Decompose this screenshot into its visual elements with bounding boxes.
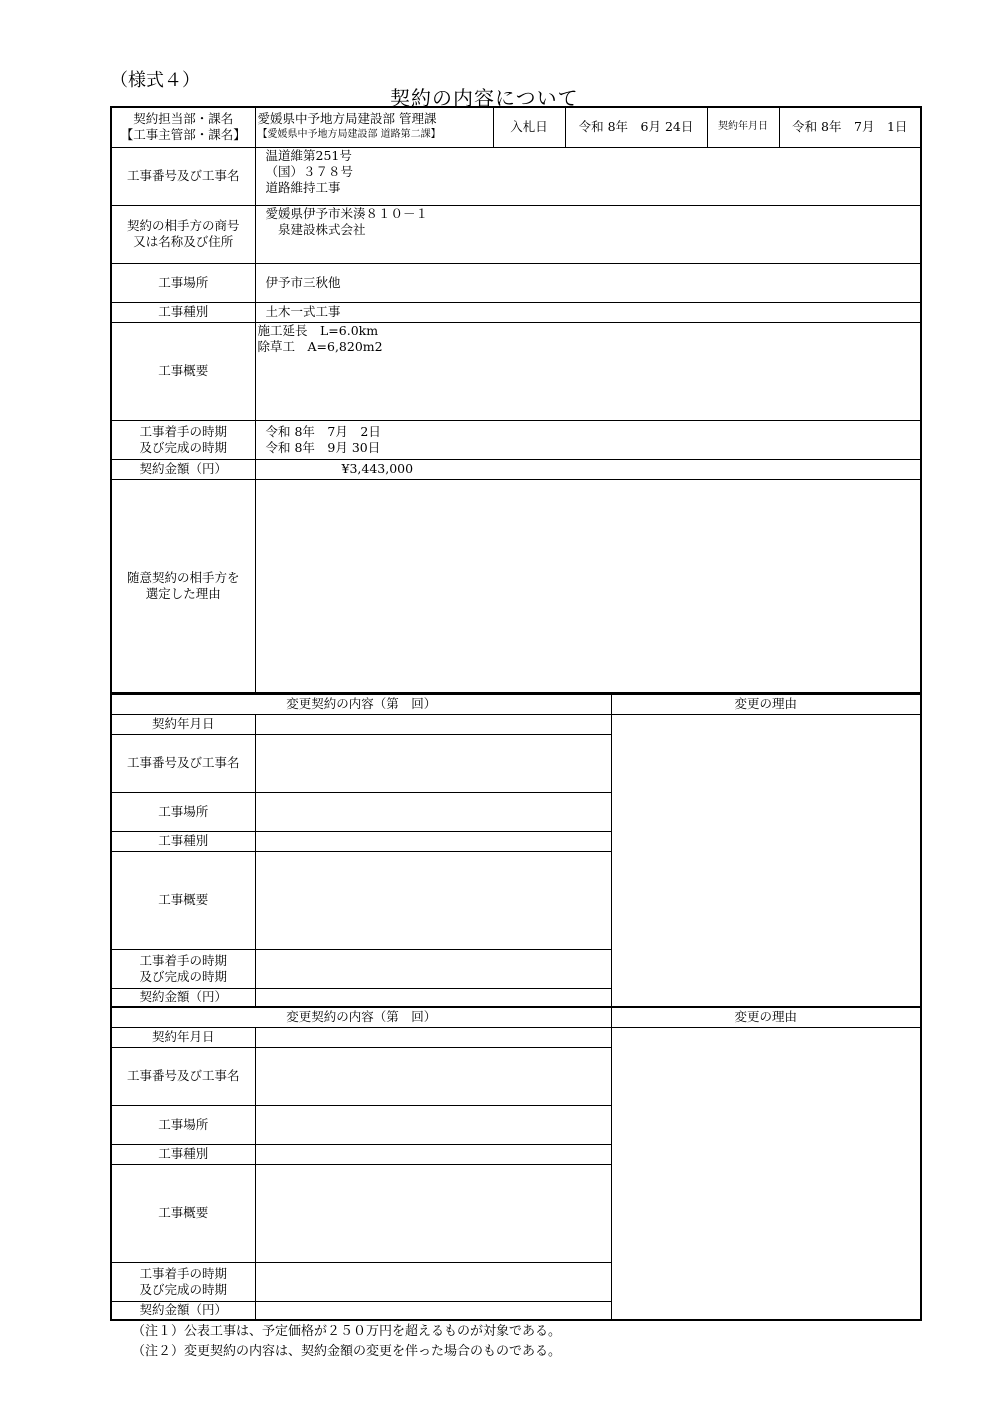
amount-value: ¥3,443,000: [255, 459, 921, 479]
work-no-value: 温道維第251号 （国）３７８号 道路維持工事: [255, 147, 921, 205]
change-location-value: [255, 1105, 611, 1144]
footnote-1: （注１）公表工事は、予定価格が２５０万円を超えるものが対象である。: [132, 1324, 562, 1339]
change-contract-date-value: [255, 1027, 611, 1047]
contract-main-table: [110, 106, 922, 694]
change-amount-value: [255, 988, 611, 1007]
summary-value: 施工延長 L=6.0km 除草工 A=6,820m2: [255, 322, 921, 420]
change-contract-table-1: [110, 693, 922, 1008]
change-reason-value: [611, 1027, 921, 1320]
change-type-value: [255, 831, 611, 851]
change-summary-label: 工事概要: [111, 1164, 255, 1262]
dept-label: 契約担当部・課名 【工事主管部・課名】: [111, 107, 255, 147]
change-amount-label: 契約金額（円）: [111, 988, 255, 1007]
change-work-no-label: 工事番号及び工事名: [111, 1047, 255, 1105]
change-summary-value: [255, 1164, 611, 1262]
change-type-label: 工事種別: [111, 1144, 255, 1164]
change-summary-label: 工事概要: [111, 851, 255, 949]
summary-label: 工事概要: [111, 322, 255, 420]
period-value: 令和 8年 7月 2日 令和 8年 9月 30日: [255, 420, 921, 459]
partner-value: 愛媛県伊予市米湊８１０－１ 泉建設株式会社: [255, 205, 921, 263]
reason-label: 随意契約の相手方を 選定した理由: [111, 479, 255, 693]
change-period-value: [255, 1262, 611, 1301]
change-location-label: 工事場所: [111, 1105, 255, 1144]
change-work-no-value: [255, 1047, 611, 1105]
contract-date-value: 令和 8年 7月 1日: [779, 107, 921, 147]
change-type-value: [255, 1144, 611, 1164]
contract-date-label: 契約年月日: [707, 107, 779, 147]
change-amount-label: 契約金額（円）: [111, 1301, 255, 1320]
dept-value: 愛媛県中予地方局建設部 管理課 【愛媛県中予地方局建設部 道路第二課】: [255, 107, 493, 147]
location-value: 伊予市三秋他: [255, 263, 921, 302]
work-no-label: 工事番号及び工事名: [111, 147, 255, 205]
change-summary-value: [255, 851, 611, 949]
reason-value: [255, 479, 921, 693]
amount-label: 契約金額（円）: [111, 459, 255, 479]
change-location-value: [255, 792, 611, 831]
change-period-label: 工事着手の時期 及び完成の時期: [111, 1262, 255, 1301]
change-amount-value: [255, 1301, 611, 1320]
change-contract-table-2: [110, 1006, 922, 1321]
type-label: 工事種別: [111, 302, 255, 322]
change-work-no-value: [255, 734, 611, 792]
bid-date-value: 令和 8年 6月 24日: [565, 107, 707, 147]
change-contract-date-value: [255, 714, 611, 734]
change-contract-date-label: 契約年月日: [111, 714, 255, 734]
change-reason-value: [611, 714, 921, 1007]
location-label: 工事場所: [111, 263, 255, 302]
change-header: 変更契約の内容（第 回）: [111, 1007, 611, 1027]
change-type-label: 工事種別: [111, 831, 255, 851]
change-reason-header: 変更の理由: [611, 1007, 921, 1027]
footnotes: [132, 1322, 561, 1362]
change-contract-date-label: 契約年月日: [111, 1027, 255, 1047]
change-period-label: 工事着手の時期 及び完成の時期: [111, 949, 255, 988]
change-location-label: 工事場所: [111, 792, 255, 831]
change-work-no-label: 工事番号及び工事名: [111, 734, 255, 792]
bid-date-label: 入札日: [493, 107, 565, 147]
period-label: 工事着手の時期 及び完成の時期: [111, 420, 255, 459]
change-reason-header: 変更の理由: [611, 694, 921, 714]
footnote-2: （注２）変更契約の内容は、契約金額の変更を伴った場合のものである。: [132, 1344, 562, 1359]
form-number: （様式４）: [110, 70, 200, 91]
change-period-value: [255, 949, 611, 988]
type-value: 土木一式工事: [255, 302, 921, 322]
partner-label: 契約の相手方の商号 又は名称及び住所: [111, 205, 255, 263]
change-header: 変更契約の内容（第 回）: [111, 694, 611, 714]
page-title: 契約の内容について: [390, 86, 579, 110]
